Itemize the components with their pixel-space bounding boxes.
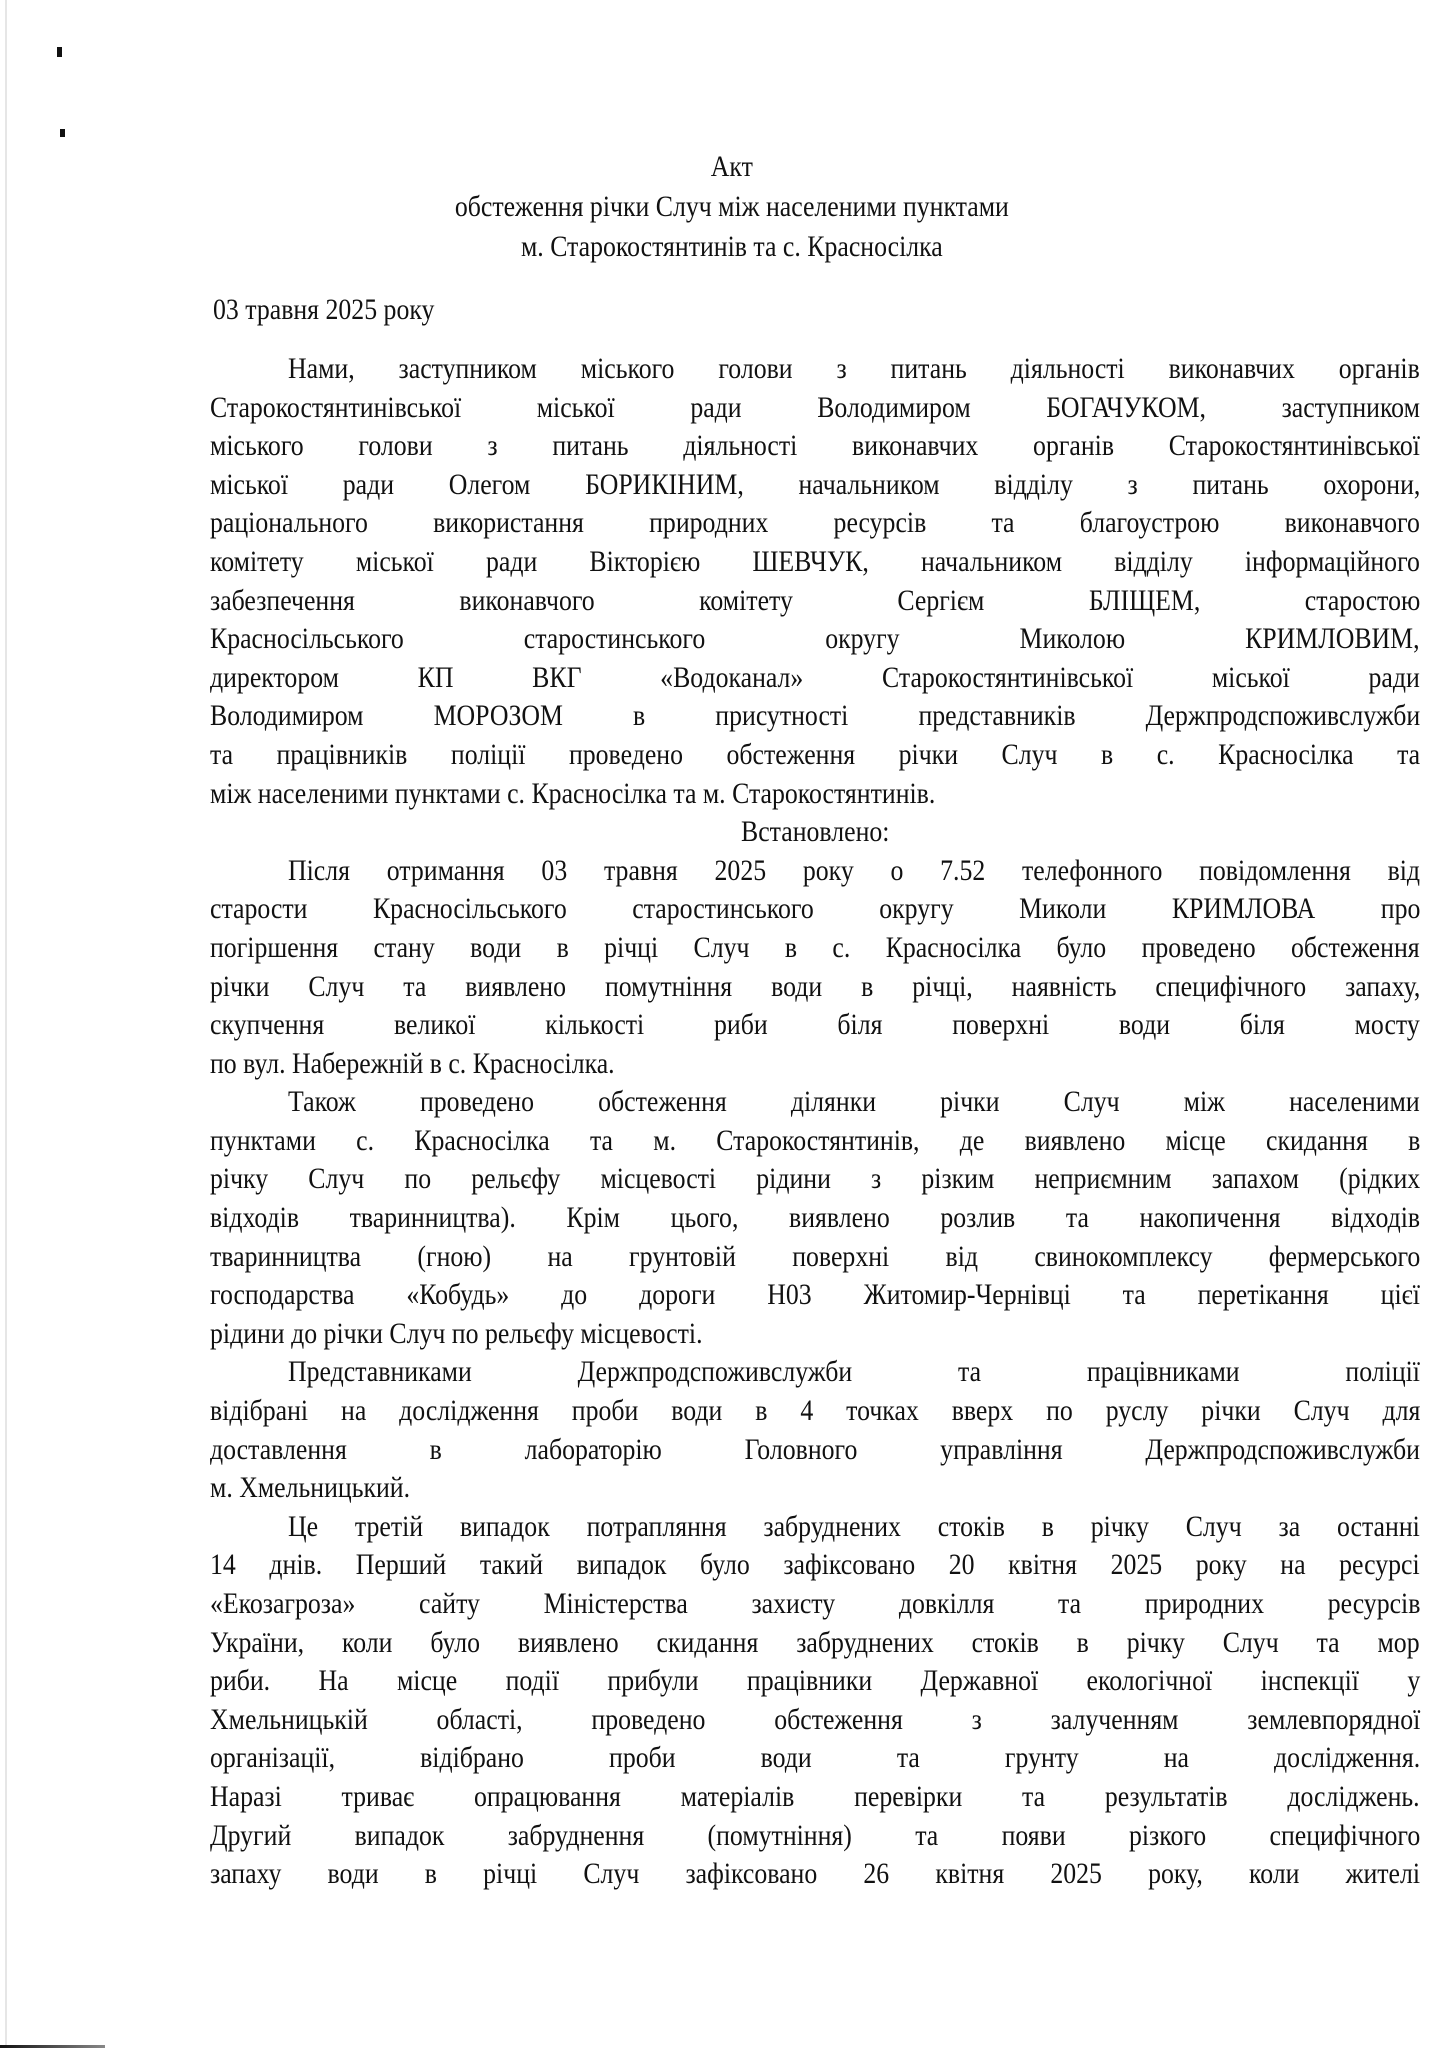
document-subtitle-line: обстеження річки Случ між населеними пунктами [454,190,1009,223]
line-text: відібрані на дослідження проби води в 4 точках вверх по руслу річки Случ для [210,1394,1421,1428]
body-text-line [210,1045,1420,1084]
body-text-line [210,1276,1420,1315]
line-text: м. Хмельницький. [210,1471,411,1505]
line-text: Нами, заступником міського голови з питань діяльності виконавчих органів [288,352,1420,385]
body-text-line [210,1739,1420,1778]
scan-speck [57,47,62,57]
line-text: Встановлено: [740,815,890,849]
line-text: Наразі триває опрацювання матеріалів перевірки та результатів досліджень. [210,1779,1420,1813]
body-text-line [210,1662,1420,1701]
line-text: міської ради Олегом БОРИКІНИМ, начальником відділу з питань охорони, [210,467,1421,501]
line-text: Хмельницькій області, проведено обстеження з залученням землевпорядної [210,1702,1421,1736]
line-text: доставлення в лабораторію Головного управління Держпродспоживслужби [210,1432,1420,1466]
line-text: «Екозагроза» сайту Міністерства захисту довкілля та природних ресурсів [210,1587,1421,1620]
document-subtitle-line: м. Старокостянтинів та с. Красносілка [520,230,943,263]
body-text-line [210,1315,1420,1354]
line-text: України, коли було виявлено скидання забруднених стоків в річку Случ та мор [210,1625,1420,1659]
line-text: старости Красносільського старостинського округу Миколи КРИМЛОВА про [210,892,1421,926]
body-text-line [210,1469,1420,1508]
document-body [210,350,1420,1894]
body-text-line [210,1083,1420,1122]
body-text-line [210,775,1420,814]
body-text-line [210,852,1420,891]
line-text: рідини до річки Случ по рельєфу місцевості. [210,1316,703,1350]
body-text-line [210,466,1420,505]
line-text: міського голови з питань діяльності виконавчих органів Старокостянтинівської [210,429,1420,463]
line-text: Другий випадок забруднення (помутніння) та появи різкого специфічного [210,1818,1421,1852]
body-text-line [210,968,1420,1007]
body-text-line [210,1122,1420,1161]
line-text: Старокостянтинівської міської ради Володимиром БОГАЧУКОМ, заступником [210,390,1420,424]
line-text: тваринництва (гною) на грунтовій поверхні від свинокомплексу фермерського [210,1239,1421,1273]
body-text-line [210,1238,1420,1277]
line-text: річку Случ по рельєфу місцевості рідини з різким неприємним запахом (рідких [210,1162,1421,1196]
body-text-line [210,582,1420,621]
line-text: та працівників поліції проведено обстеження річки Случ в с. Красносілка та [210,737,1421,771]
document-date: 03 травня 2025 року [213,293,435,326]
line-text: погіршення стану води в річці Случ в с. Красносілка було проведено обстеження [210,930,1420,964]
line-text: відходів тваринництва). Крім цього, виявлено розлив та накопичення відходів [210,1201,1421,1235]
line-text: організації, відібрано проби води та грунту на дослідження. [210,1741,1421,1775]
body-text-line [210,697,1420,736]
line-text: Володимиром МОРОЗОМ в присутності представників Держпродспоживслужби [210,699,1421,733]
body-text-line [210,620,1420,659]
line-text: запаху води в річці Случ зафіксовано 26 квітня 2025 року, коли жителі [210,1857,1421,1891]
body-text-line [210,1817,1420,1856]
section-heading [210,813,1420,852]
body-text-line [210,389,1420,428]
body-text-line [210,1585,1420,1624]
body-text-line [210,890,1420,929]
body-text-line [210,1160,1420,1199]
line-text: риби. На місце події прибули працівники Державної екологічної інспекції у [210,1664,1421,1698]
body-text-line [210,659,1420,698]
body-text-line [210,350,1420,389]
line-text: пунктами с. Красносілка та м. Старокостянтинів, де виявлено місце скидання в [210,1123,1421,1157]
line-text: Представниками Держпродспоживслужби та працівниками поліції [288,1355,1420,1389]
body-text-line [210,543,1420,582]
line-text: Це третій випадок потрапляння забруднених стоків в річку Случ за останні [288,1509,1420,1543]
line-text: між населеними пунктами с. Красносілка та м. Старокостянтинів. [210,776,936,810]
line-text: раціонального використання природних ресурсів та благоустрою виконавчого [210,506,1420,540]
body-text-line [210,427,1420,466]
body-text-line [210,1431,1420,1470]
line-text: директором КП ВКГ «Водоканал» Старокостянтинівської міської ради [210,660,1420,694]
line-text: Після отримання 03 травня 2025 року о 7.52 телефонного повідомлення від [288,853,1421,887]
document-title: Акт [710,150,753,183]
line-text: Красносільського старостинського округу Миколою КРИМЛОВИМ, [210,622,1420,656]
line-text: річки Случ та виявлено помутніння води в річці, наявність специфічного запаху, [210,969,1421,1003]
body-text-line [210,736,1420,775]
body-text-line [210,1855,1420,1894]
body-text-line [210,504,1420,543]
line-text: забезпечення виконавчого комітету Сергієм БЛІЩЕМ, старостою [210,583,1421,617]
body-text-line [210,929,1420,968]
body-text-line [210,1006,1420,1045]
line-text: господарства «Кобудь» до дороги Н03 Житомир-Чернівці та перетікання цієї [210,1278,1420,1312]
line-text: скупчення великої кількості риби біля поверхні води біля мосту [210,1008,1420,1042]
body-text-line [210,1546,1420,1585]
body-text-line [210,1508,1420,1547]
scan-edge [5,0,7,2048]
body-text-line [210,1392,1420,1431]
scan-speck [60,129,65,137]
body-text-line [210,1701,1420,1740]
body-text-line [210,1778,1420,1817]
body-text-line [210,1624,1420,1663]
line-text: 14 днів. Перший такий випадок було зафіксовано 20 квітня 2025 року на ресурсі [210,1548,1420,1582]
body-text-line [210,1353,1420,1392]
line-text: комітету міської ради Вікторією ШЕВЧУК, начальником відділу інформаційного [210,544,1420,578]
document-title-block [109,147,1354,267]
body-text-line [210,1199,1420,1238]
line-text: Також проведено обстеження ділянки річки Случ між населеними [288,1085,1420,1119]
line-text: по вул. Набережній в с. Красносілка. [210,1046,615,1080]
